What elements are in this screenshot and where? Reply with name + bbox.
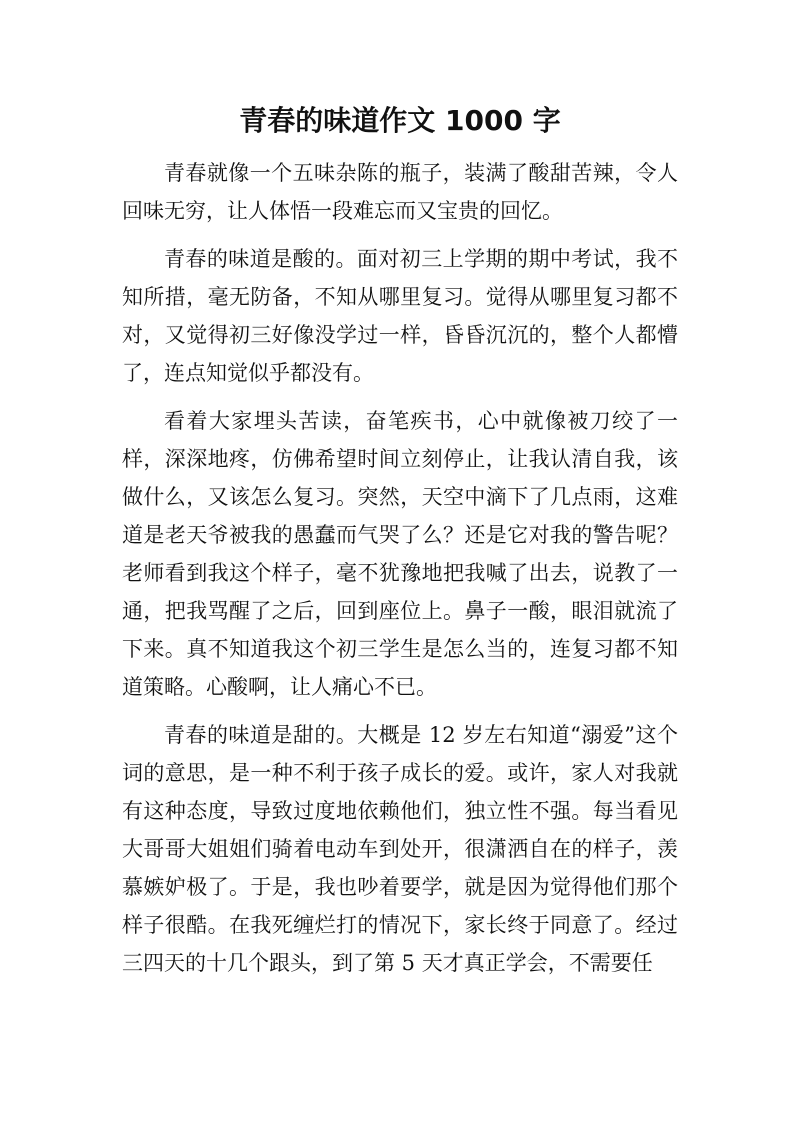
document-title: 青春的味道作文 1000 字: [239, 104, 561, 137]
paragraph-4: 青春的味道是甜的。大概是 12 岁左右知道“溺爱”这个词的意思，是一种不利于孩子成长的爱。或许，家人对我就有这种态度，导致过度地依赖他们，独立性不强。每当看见大哥哥大姐姐们骑着电动车到处开，很潇洒自在的样子，羡慕嫉妒极了。于是，我也吵着要学，就是因为觉得他们那个样子很酷。在我死缠烂打的情况下，家长终于同意了。经过三四天的十几个跟头，到了第 5 天才真正学会，不需要任: [122, 723, 678, 975]
paragraph-2: 青春的味道是酸的。面对初三上学期的期中考试，我不知所措，毫无防备，不知从哪里复习。觉得从哪里复习都不对，又觉得初三好像没学过一样，昏昏沉沉的，整个人都懵了，连点知觉似乎都没有。: [122, 247, 678, 385]
paragraph-3: 看着大家埋头苦读，奋笔疾书，心中就像被刀绞了一样，深深地疼，仿佛希望时间立刻停止，让我认清自我，该做什么，又该怎么复习。突然，天空中滴下了几点雨，这难道是老天爷被我的愚蠢而气哭了么？还是它对我的警告呢？老师看到我这个样子，毫不犹豫地把我喊了出去，说教了一通，把我骂醒了之后，回到座位上。鼻子一酸，眼泪就流了下来。真不知道我这个初三学生是怎么当的，连复习都不知道策略。心酸啊，让人痛心不已。: [122, 409, 678, 699]
document-body: [122, 154, 678, 992]
paragraph-1: 青春就像一个五味杂陈的瓶子，装满了酸甜苦辣，令人回味无穷，让人体悟一段难忘而又宝贵的回忆。: [122, 161, 678, 223]
